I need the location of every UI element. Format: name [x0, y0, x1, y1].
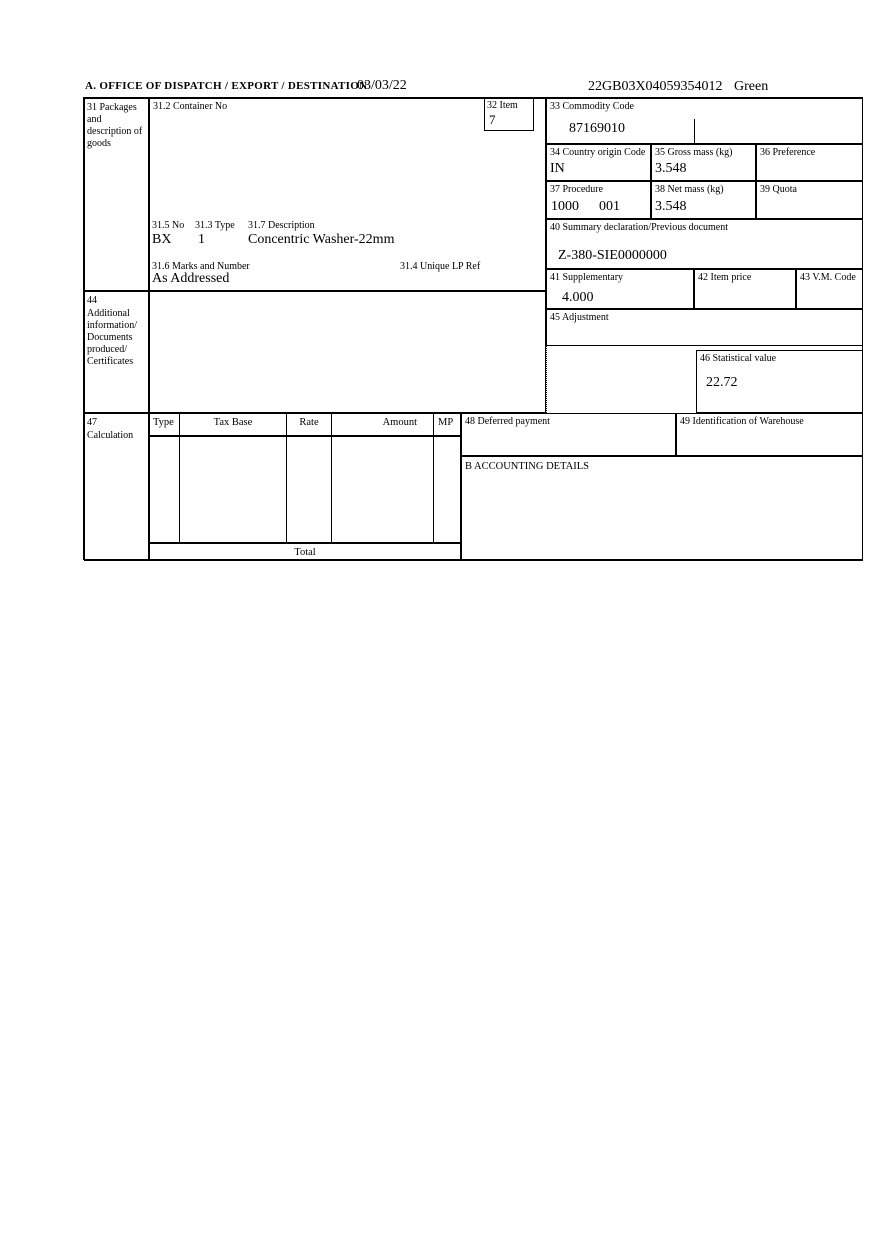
- previous-document-value: Z-380-SIE0000000: [558, 248, 667, 263]
- calc-col-type: Type: [149, 413, 180, 436]
- box-32-label: 32 Item: [487, 100, 518, 111]
- box-33-label: 33 Commodity Code: [550, 101, 634, 112]
- calc-col-tax-base: Tax Base: [179, 413, 287, 436]
- box-b-accounting-details: [461, 456, 863, 561]
- box-42-label: 42 Item price: [698, 272, 752, 283]
- box-47-number: 47: [87, 417, 97, 428]
- box-45-adjustment: [546, 309, 863, 346]
- box-46-label: 46 Statistical value: [700, 353, 777, 364]
- box-31-7-label: 31.7 Description: [248, 220, 315, 231]
- box-31-6-label: 31.6 Marks and Number: [152, 261, 250, 272]
- procedure-code-value: 1000: [551, 199, 579, 214]
- supplementary-units-value: 4.000: [562, 290, 594, 305]
- calc-body-col-tax-base: [179, 436, 287, 543]
- box-38-net-mass: [651, 181, 756, 219]
- box-40-summary-declaration: [546, 219, 863, 269]
- box-49-warehouse: [676, 413, 863, 456]
- box-37-label: 37 Procedure: [550, 184, 604, 195]
- box-49-label: 49 Identification of Warehouse: [680, 416, 804, 427]
- box-36-preference: [756, 144, 863, 181]
- box-35-gross-mass: [651, 144, 756, 181]
- procedure-extension-value: 001: [599, 199, 620, 214]
- packages-count-value: BX: [152, 232, 172, 247]
- box-39-label: 39 Quota: [760, 184, 797, 195]
- item-number-value: 7: [489, 112, 496, 127]
- box-31-3-label: 31.3 Type: [195, 220, 235, 231]
- net-mass-value: 3.548: [655, 199, 687, 214]
- calc-body-col-amount: [331, 436, 434, 543]
- statistical-value: 22.72: [706, 375, 738, 390]
- box-37-procedure: [546, 181, 651, 219]
- box-36-label: 36 Preference: [760, 147, 816, 158]
- calc-body-col-rate: [286, 436, 332, 543]
- box-42-item-price: [694, 269, 796, 309]
- box-43-vm-code: [796, 269, 863, 309]
- box-47-label: Calculation: [87, 430, 134, 441]
- calc-body-col-mp: [433, 436, 461, 543]
- box-31-2-label: 31.2 Container No: [153, 101, 228, 112]
- box-48-label: 48 Deferred payment: [465, 416, 550, 427]
- calc-body-col-type: [149, 436, 180, 543]
- box-48-deferred-payment: [461, 413, 676, 456]
- box-46-statistical-value: [696, 350, 863, 413]
- office-of-dispatch-heading: A. OFFICE OF DISPATCH / EXPORT / DESTINATION: [85, 80, 368, 92]
- packages-type-value: 1: [198, 232, 205, 247]
- country-origin-value: IN: [550, 161, 565, 176]
- calc-col-rate: Rate: [286, 413, 332, 436]
- box-41-supplementary: [546, 269, 694, 309]
- mrn-reference: 22GB03X04059354012: [588, 79, 723, 94]
- commodity-code-value: 87169010: [569, 121, 625, 136]
- box-32-item: [484, 98, 534, 131]
- commodity-code-divider: [694, 119, 695, 144]
- declaration-form: [83, 97, 863, 560]
- routing-status: Green: [734, 79, 769, 94]
- box-45-label: 45 Adjustment: [550, 312, 609, 323]
- marks-value: As Addressed: [152, 271, 230, 286]
- box-44-number: 44: [87, 295, 97, 306]
- calc-col-mp: MP: [433, 413, 461, 436]
- box-40-label: 40 Summary declaration/Previous document: [550, 222, 729, 233]
- dotted-divider: [546, 346, 547, 413]
- box-31-packages: [84, 98, 149, 291]
- box-33-commodity-code: [546, 98, 863, 144]
- box-34-label: 34 Country origin Code: [550, 147, 646, 158]
- box-44-additional-info: [84, 291, 149, 413]
- box-35-label: 35 Gross mass (kg): [655, 147, 733, 158]
- box-31-5-label: 31.5 No: [152, 220, 185, 231]
- calc-col-amount: Amount: [331, 413, 434, 436]
- calc-total-row: Total: [149, 543, 461, 561]
- box-43-label: 43 V.M. Code: [800, 272, 856, 283]
- gross-mass-value: 3.548: [655, 161, 687, 176]
- box-47-calculation: [84, 413, 149, 561]
- declaration-date: 03/03/22: [357, 78, 407, 93]
- box-31-4-label: 31.4 Unique LP Ref: [400, 261, 481, 272]
- box-44-label: Additional information/ Documents produced/ Certificates: [87, 308, 137, 367]
- box-38-label: 38 Net mass (kg): [655, 184, 724, 195]
- box-39-quota: [756, 181, 863, 219]
- box-34-country-origin: [546, 144, 651, 181]
- box-31-label: 31 Packages and description of goods: [87, 102, 143, 149]
- box-44-area: [149, 291, 546, 413]
- box-41-label: 41 Supplementary: [550, 272, 624, 283]
- goods-description-value: Concentric Washer-22mm: [248, 232, 395, 247]
- accounting-details-label: B ACCOUNTING DETAILS: [465, 461, 589, 472]
